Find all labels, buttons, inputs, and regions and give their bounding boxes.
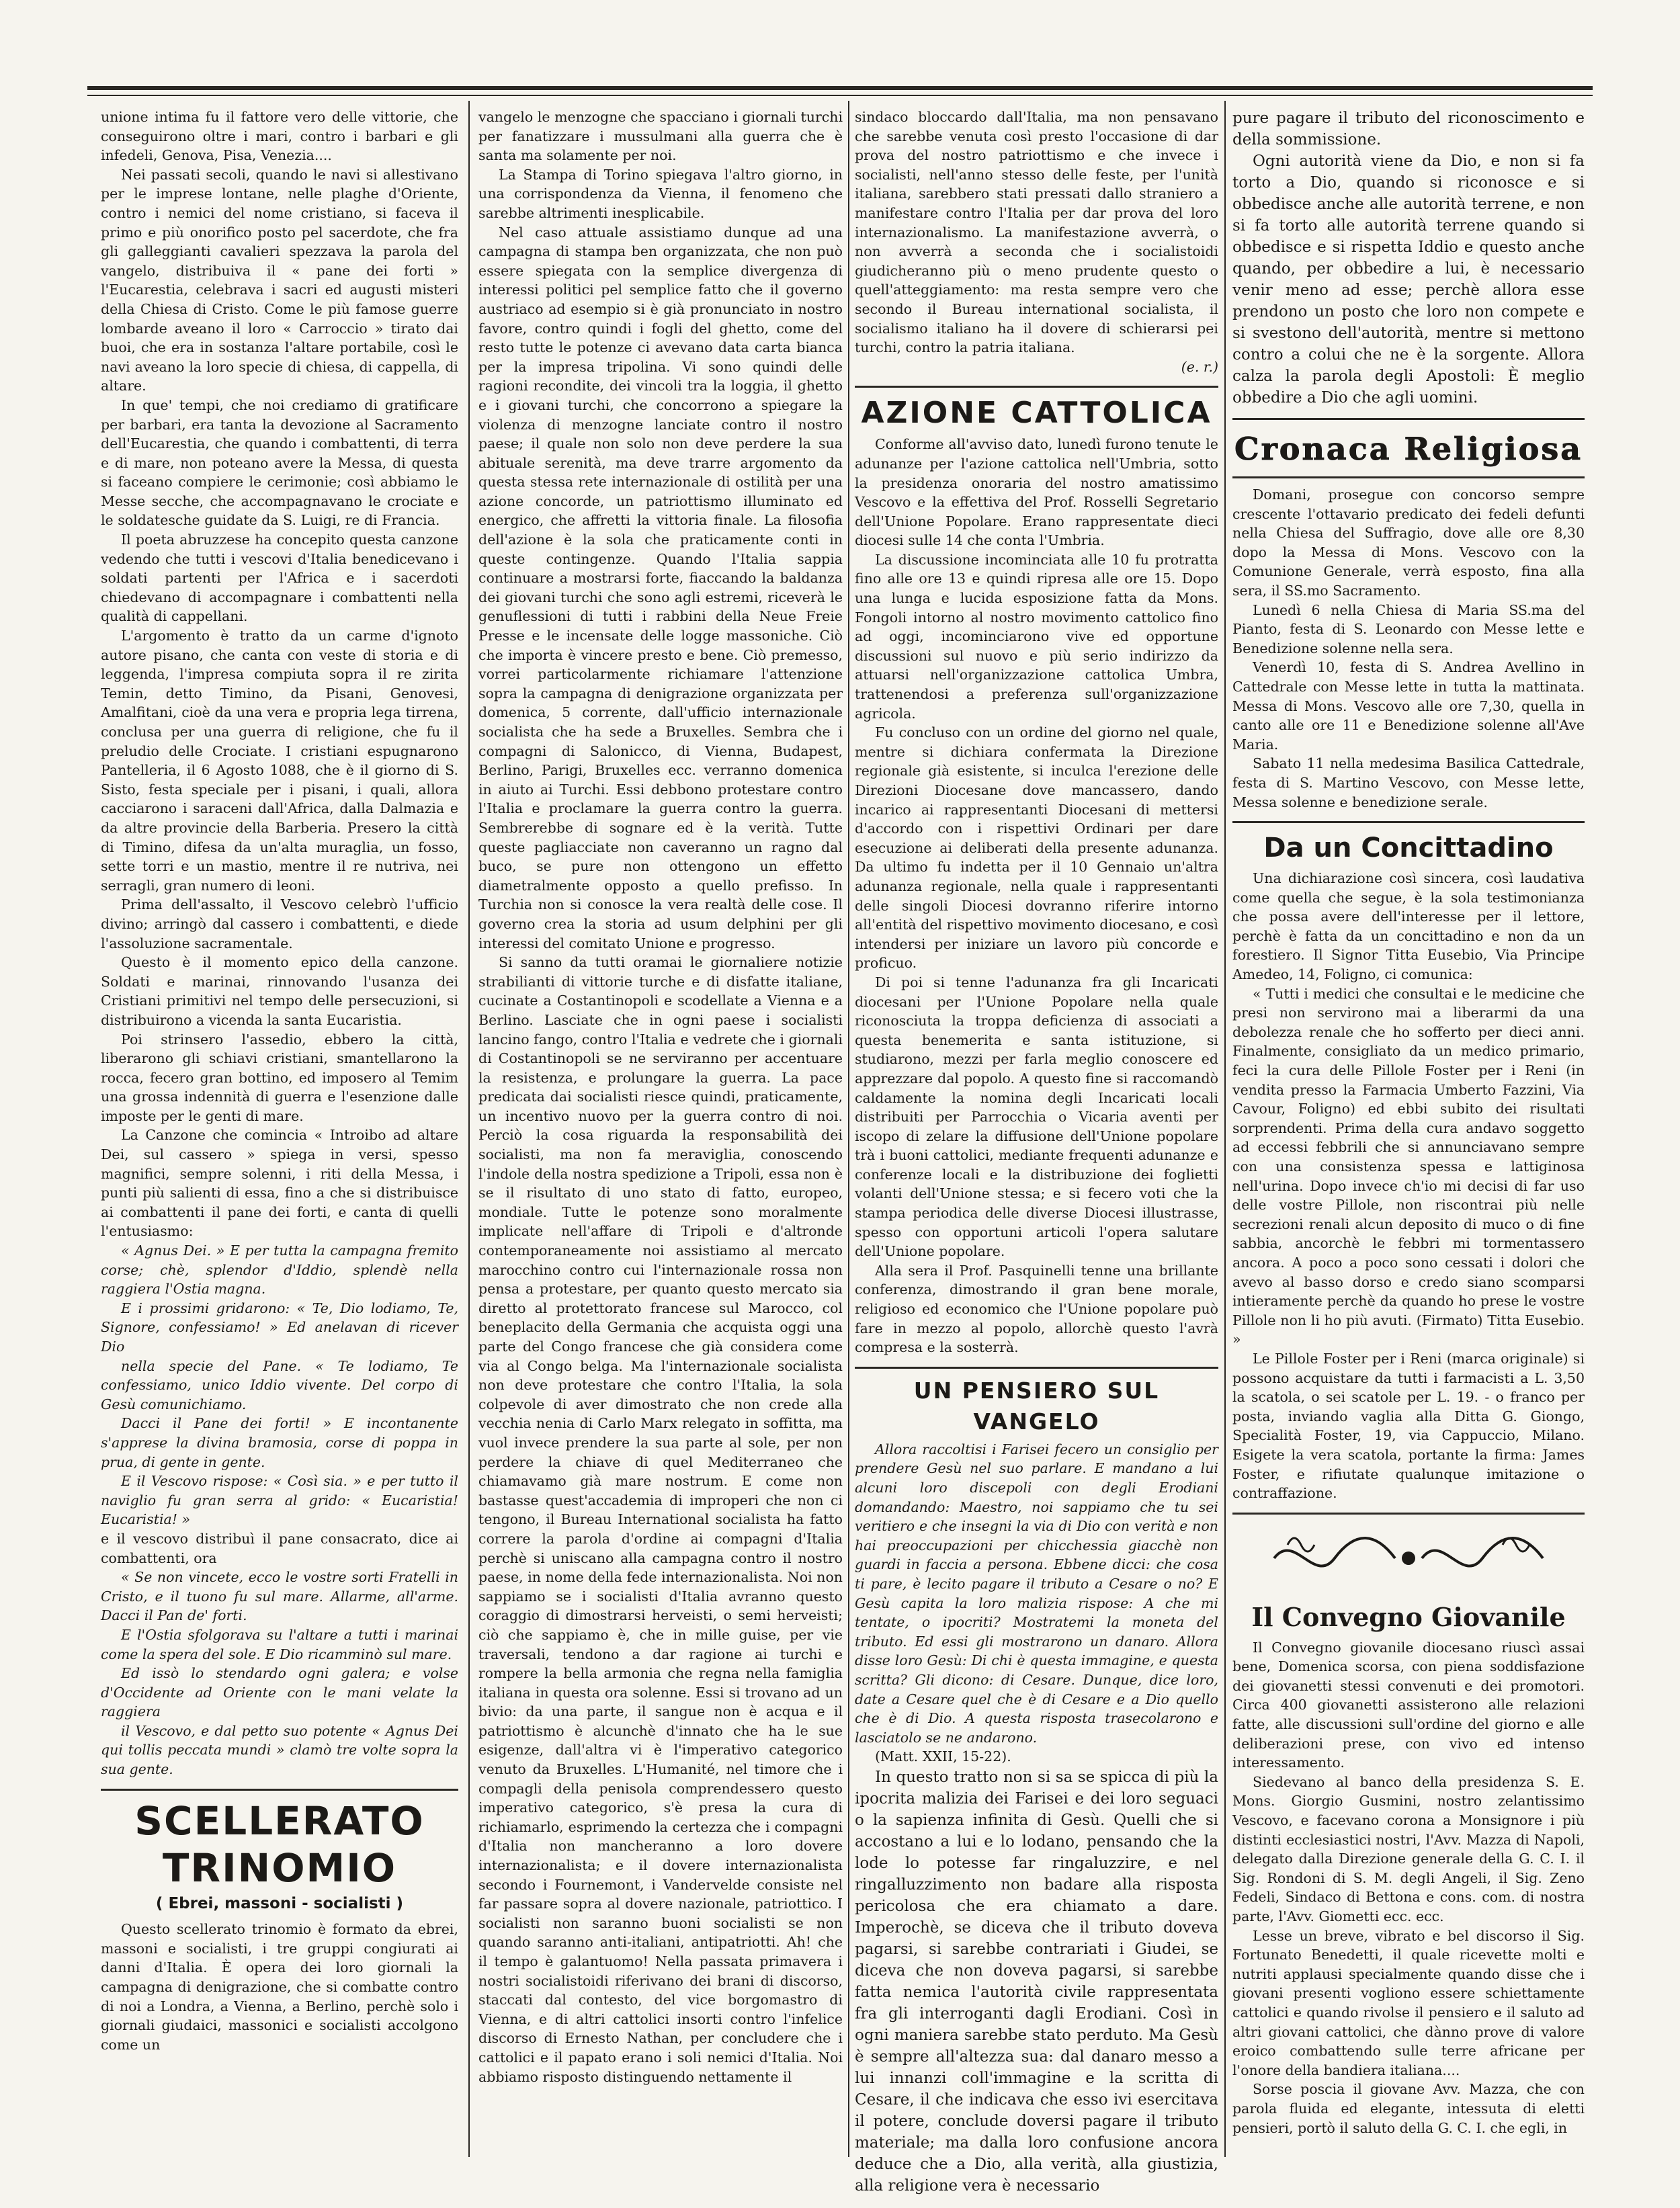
verse: E il Vescovo rispose: « Così sia. » e per tutto il naviglio fu gran serra al grido: « Eucaristia! Eucaristia! » xyxy=(101,1473,458,1528)
section-rule xyxy=(855,386,1218,388)
paragraph: Questo è il momento epico della canzone. Soldati e marinai, rinnovando l'usanza dei Cristiani primitivi nel tempo delle persecuzioni, si distribuirono a vicenda la santa Eucaristia. xyxy=(101,954,458,1028)
column-3 xyxy=(855,108,1218,2195)
paragraph: unione intima fu il fattore vero delle vittorie, che conseguirono oltre i mari, contro i barbari e gli infedeli, Genova, Pisa, Venezia.... xyxy=(101,109,458,164)
paragraph: Sorse poscia il giovane Avv. Mazza, che con parola fluida ed elegante, intessuta di eletti pensieri, portò il saluto della G. C. I. che egli, in xyxy=(1232,2081,1585,2136)
paragraph: La Stampa di Torino spiegava l'altro giorno, in una corrispondenza da Vienna, il fenomeno che sarebbe altrimenti inesplicabile. xyxy=(478,166,843,221)
paragraph: Il poeta abruzzese ha concepito questa canzone vedendo che tutti i vescovi d'Italia benedicevano i soldati partenti per l'Africa e i sacerdoti chiedevano di accompagnare i combattenti nella qualità di cappellani. xyxy=(101,532,458,625)
paragraph: Di poi si tenne l'adunanza fra gli Incaricati diocesani per l'Unione Popolare nella quale riconosciuta la troppa deficienza di associati a questa benemerita e santa istituzione, si studiarono, mezzi per farla meglio conoscere ed apprezzare dal popolo. A questo fine si raccomandò caldamente la nomina degli Incaricati locali distribuiti per Parrocchia o Vicaria aventi per iscopo di zelare la diffusione dell'Unione popolare trà i buoni cattolici, mediante frequenti adunanze e conferenze locali e la distribuzione dei foglietti volanti dell'Unione stessa; e si fecero voti che la stampa periodica delle diverse Diocesi illustrasse, spesso con opportuni articoli l'opera salutare dell'Unione popolare. xyxy=(855,974,1218,1260)
verse: Ed issò lo stendardo ogni galera; e volse d'Occidente ad Oriente con le mani velate la raggiera xyxy=(101,1665,458,1720)
paragraph: Il Convegno giovanile diocesano riuscì assai bene, Domenica scorsa, con piena soddisfazione dei giovanetti stessi convenuti e dei promotori. Circa 400 giovanetti assisterono alle relazioni fatte, alle discussioni sull'ordine del giorno e alle deliberazioni prese, con vivo ed intenso interessamento. xyxy=(1232,1639,1585,1771)
paragraph: sindaco bloccardo dall'Italia, ma non pensavano che sarebbe venuta così presto l'occasione di dar prova del nostro patriottismo e che invece i socialisti, nell'anno stesso delle feste, per l'unità italiana, sarebbero stati pressati dallo straniero a manifestare contro l'Italia per dar prova del loro internazionalismo. La manifestazione avverrà, o non avverrà a seconda che i socialistoidi giudicheranno più o meno prudente questo o quell'atteggiamento: ma resta sempre vero che secondo il Bureau international socialista, il socialismo italiano ha il dovere di schierarsi pei turchi, contro la patria italiana. xyxy=(855,109,1218,356)
convegno-headline: Il Convegno Giovanile xyxy=(1251,1601,1566,1632)
paragraph: In que' tempi, che noi crediamo di gratificare per barbari, era tanta la devozione al Sacramento dell'Eucarestia, che quando i combattenti, di terra e di mare, non poteano avere la Messa, di questa si faceano compiere le cerimonie; così abbiamo le Messe secche, che accompagnavano le crociate e le soldatesche guidate da S. Luigi, re di Francia. xyxy=(101,396,458,529)
paragraph: Venerdì 10, festa di S. Andrea Avellino in Cattedrale con Messe lette in tutta la mattinata. Messa di Mons. Vescovo alle ore 7,30, quella in canto alle ore 11 e Benedizione solenne all'Ave Maria. xyxy=(1232,659,1585,753)
paragraph: La Canzone che comincia « Introibo ad altare Dei, sul cassero » spiega in versi, spesso magnifici, sempre solenni, i riti della Messa, i punti più salienti di essa, fino a che si distribuisce ai combattenti il pane dei forti, e canta di quelli l'entusiasmo: xyxy=(101,1127,458,1240)
gospel-quote: Allora raccoltisi i Farisei fecero un consiglio per prendere Gesù nel suo parlare. E mandano a lui alcuni loro discepoli con degli Erodiani domandando: Maestro, noi sappiamo che tu sei veritiero e che insegni la via di Dio con verità e non hai preoccupazioni per chicchessia giacchè non guardi in faccia a persona. Ebbene dicci: che cosa ti pare, è lecito pagare il tributo a Cesare o no? E Gesù capita la loro malizia rispose: A che mi tentate, o ipocriti? Mostratemi la moneta del tributo. Ed essi gli mostrarono un danaro. Allora disse loro Gesù: Di chi è questa immagine, e questa scritta? Gli dicono: di Cesare. Dunque, dice loro, date a Cesare quel che è di Cesare e a Dio quello che è di Dio. A questa risposta trasecolarono e lasciatolo se ne andarono. xyxy=(855,1441,1218,1746)
column-divider xyxy=(848,101,849,2157)
verse: nella specie del Pane. « Te lodiamo, Te confessiamo, unico Iddio vivente. Del corpo di Gesù comunichiamo. xyxy=(101,1357,458,1412)
verse: Dacci il Pane dei forti! » E incontanente s'apprese la divina bramosia, corse di poppa in prua, di gente in gente. xyxy=(101,1415,458,1470)
paragraph: Una dichiarazione così sincera, così laudativa come quella che segue, è la sola testimonianza che possa avere dell'interesse per il lettore, perchè è fatta da un concittadino e non da un forestiero. Il Signor Titta Eusebio, Via Principe Amedeo, 14, Foligno, ci comunica: xyxy=(1232,870,1585,983)
paragraph: Alla sera il Prof. Pasquinelli tenne una brillante conferenza, dimostrando il gran bene morale, religioso ed economico che l'Unione popolare può fare in mezzo al popolo, allorchè questo l'avrà compresa e la sosterrà. xyxy=(855,1262,1218,1356)
top-rule xyxy=(87,86,1593,90)
column-4 xyxy=(1232,108,1585,2150)
paragraph: Nei passati secoli, quando le navi si allestivano per le imprese lontane, nelle plaghe d'Oriente, contro i nemici del nome cristiano, si faceva il primo e più onorifico posto pel sacerdote, che fra gli galleggianti cavalieri spezzava la parola del vangelo, distribuiva il « pane dei forti » l'Eucarestia, celebrava i sacri ed augusti misteri della Chiesa di Cristo. Come le più famose guerre lombarde aveano il loro « Carroccio » tirato dai buoi, che era in sostanza l'altare portabile, così le navi aveano la loro specie di chiesa, di cappella, di altare. xyxy=(101,166,458,394)
column-divider xyxy=(1224,101,1226,2157)
paragraph: L'argomento è tratto da un carme d'ignoto autore pisano, che canta con veste di storia e di leggenda, l'impresa compiuta sopra il re zirita Temin, detto Timino, da Pisani, Genovesi, Amalfitani, cioè da una vera e propria lega tirrena, conclusa per una guerra di religione, che fu il preludio delle Crociate. I cristiani espugnarono Pantelleria, il 6 Agosto 1088, che è il giorno di S. Sisto, festa speciale per i pisani, i quali, allora cacciarono i saraceni dall'Africa, dalla Dalmazia e da altre provincie della Barberia. Presero la città di Timino, difesa da un'alta muraglia, un fosso, sette torri e un mastio, mentre il re nutriva, nei serragli, gran numero di leoni. xyxy=(101,628,458,894)
verse: « Se non vincete, ecco le vostre sorti Fratelli in Cristo, e il tuono fu sul mare. Allarme, all'arme. Dacci il Pan de' forti. xyxy=(101,1569,458,1624)
paragraph: Si sanno da tutti oramai le giornaliere notizie strabilianti di vittorie turche e di disfatte italiane, cucinate a Costantinopoli e scodellate a Vienna e a Berlino. Lasciate che in ogni paese i socialisti lancino fango, contro l'Italia e vedrete che i giornali di Costantinopoli se ne serviranno per accentuare la resistenza, e prolungare la guerra. La pace predicata dai socialisti riesce quindi, praticamente, un incentivo nuovo per la guerra contro di noi. Perciò la cosa riguarda la responsabilità dei socialisti, ma non fa meraviglia, conoscendo l'indole della nostra spedizione a Tripoli, essa non è se il risultato di uno stato di fatto, europeo, mondiale. Tutte le potenze sono moralmente implicate nell'affare di Tripoli e d'altronde contemporaneamente noi assistiamo al mercato marocchino contro cui l'internazionale rossa non pensa a protestare, per quanto questo mercato sia diretto al protettorato francese sul Marocco, col beneplacito della Germania che acquista oggi una parte del Congo francese che già considera come via al Congo belga. Ma l'internazionale socialista non deve protestare che contro l'Italia, la sola colpevole di aver dimostrato che non crede alla vecchia nenia di Carlo Marx relegato in soffitta, ma vuol invece prendere la sua parte al sole, per non perdere la chiave di quel Mediterraneo che chiamavamo già mare nostrum. E come non bastasse quest'accademia di improperi che non ci tengono, il Bureau International socialista ha fatto correre la parola d'ordine ai compagni d'Italia perchè si uniscano alla campagna contro il nostro paese, in nome della fede internazionalista. Noi non sappiamo se i socialisti d'Italia avranno questo coraggio di dimostrarsi herveisti, o semi herveisti; ciò che sappiamo è, che in mille guise, per vie traversali, tendono a dar ragione ai turchi e rompere la bella armonia che regna nella famiglia italiana in questa ora solenne. Essi si trovano ad un bivio: da una parte, il sangue non è acqua e il patriottismo è alcunchè d'innato che ha le sue esigenze, dall'altra vi è l'imperativo categorico venuto da Bruxelles. L'Humanité, nel timore che i compagli della penisola comprendessero questo imperativo categorico, s'è presa la cura di richiamarlo, esprimendo la certezza che i compagni d'Italia non mancheranno a loro dovere internazionalista; e il dovere internazionalista secondo i Fournemont, i Vandervelde consiste nel far passare sopra al dovere nazionale, patriottico. I socialisti non saranno buoni socialisti se non quando saranno anti-italiani, antipatriotti. Ah! che il tempo è galantuomo! Nella passata primavera i nostri socialistoidi riferivano dei brani di discorso, staccati dal contesto, del vice borgomastro di Vienna, e di altri cattolici insorti contro l'infelice discorso di Ernesto Nathan, per concludere che i cattolici e il papato erano i soli nemici d'Italia. Noi abbiamo risposto distinguendo nettamente il xyxy=(478,954,843,2085)
paragraph: pure pagare il tributo del riconoscimento e della sommissione. xyxy=(1232,110,1585,148)
column-divider xyxy=(468,101,470,2157)
gioventu-ornament xyxy=(1232,1521,1585,1595)
section-rule xyxy=(101,1789,458,1791)
paragraph: « Tutti i medici che consultai e le medicine che presi non servirono mai a liberarmi da una debolezza renale che ho sofferto per dieci anni. Finalmente, consigliato da un medico primario, feci la cura delle Pillole Foster per i Reni (in vendita presso la Farmacia Umberto Fazzini, Via Cavour, Foligno) ed ebbi subito dei risultati sorprendenti. Prima della cura andavo soggetto ad eccessi febbrili che si annunciavano sempre con una consistenza spessa e lattiginosa nell'urina. Dopo invece ch'io mi decisi di far uso delle vostre Pillole, non riscontrai più nelle secrezioni renali alcun deposito di muco o di fine sabbia, ancorchè le febbri mi tormentassero ancora. A poco a poco sono cessati i dolori che avevo al basso dorso e credo siano scomparsi intieramente perchè da quando ho prese le vostre Pillole non li ho più avuti. (Firmato) Titta Eusebio. » xyxy=(1232,985,1585,1348)
paragraph: vangelo le menzogne che spacciano i giornali turchi per fanatizzare i mussulmani alla guerra che è santa ma solamente per noi. xyxy=(478,109,843,164)
paragraph: e il vescovo distribuì il pane consacrato, dice ai combattenti, ora xyxy=(101,1530,458,1566)
pensiero-headline: UN PENSIERO SUL VANGELO xyxy=(913,1377,1160,1435)
ornament-icon xyxy=(1267,1525,1550,1592)
paragraph: Poi strinsero l'assedio, ebbero la città, liberarono gli schiavi cristiani, smantellarono la rocca, fecero gran bottino, ed imposero al Temim una grossa indennità di guerra e l'esenzione dalle imposte per le genti di mare. xyxy=(101,1031,458,1124)
cronaca-headline: Cronaca Religiosa xyxy=(1234,431,1583,467)
scellerato-headline: SCELLERATO TRINOMIO xyxy=(134,1797,425,1891)
gospel-reference: (Matt. XXII, 15-22). xyxy=(875,1748,1011,1765)
paragraph: Ogni autorità viene da Dio, e non si fa torto a Dio, quando si riconosce e si obbedisce anche alle autorità terrene, e non si fa torto alle autorità terrene quando si obbedisce e si rispetta Iddio e questo anche quando, per obbedire a lui, è necessario venir meno ad esse; perchè allora esse prendono un posto che loro non compete e si svestono dell'autorità, mentre si mettono contro a colui che ne è la sorgente. Allora calza la parola degli Apostoli: È meglio obbedire a Dio che agli uomini. xyxy=(1232,153,1585,407)
paragraph: In questo tratto non si sa se spicca di più la ipocrita malizia dei Farisei e dei loro seguaci o la sapienza infinita di Gesù. Quelli che si accostano a lui e lo lodano, pensando che la lode lo potesse far ringaluzzire, e nel ringalluzzimento non badare alla risposta pericolosa che era chiamato a dare. Imperochè, se diceva che il tributo doveva pagarsi, si sarebbe contrariati i Giudei, se diceva che non doveva pagarsi, si sarebbe fatta nemica l'autorità civile rappresentata fra gli interroganti dagli Erodiani. Così in ogni maniera sarebbe stato perduto. Ma Gesù è sempre all'altezza sua: dal danaro messo a lui innanzi coll'immagine e la scritta di Cesare, il che indicava che esso ivi esercitava il potere, conclude doversi pagare il tributo materiale; ma dalla loro confusione ancora deduce che a Dio, alla verità, alla giustizia, alla religione vera è necessario xyxy=(855,1768,1218,2195)
paragraph: Fu concluso con un ordine del giorno nel quale, mentre si dichiara confermata la Direzione regionale già esistente, si inculca l'erezione delle Direzioni Diocesane dove mancassero, dando incarico ai rappresentanti Diocesani di mettersi d'accordo con i rispettivi Ordinari per dare esecuzione ai deliberati della presente adunanza. Da ultimo fu indetta per il 10 Gennaio un'altra adunanza regionale, nella quale i rappresentanti delle singoli Diocesi dovranno riferire intorno all'entità del rispettivo movimento diocesano, e così intendersi per iniziare un lavoro più concorde e proficuo. xyxy=(855,724,1218,972)
paragraph: Domani, prosegue con concorso sempre crescente l'ottavario predicato dei fedeli defunti nella Chiesa del Suffragio, dove alle ore 8,30 dopo la Messa di Mons. Vescovo con la Comunione Generale, verrà esposto, fina alla sera, il SS.mo Sacramento. xyxy=(1232,486,1585,599)
verse: il Vescovo, e dal petto suo potente « Agnus Dei qui tollis peccata mundi » clamò tre volte sopra la sua gente. xyxy=(101,1722,458,1778)
section-rule xyxy=(1232,1513,1585,1515)
column-2 xyxy=(478,108,843,2150)
paragraph: Questo scellerato trinomio è formato da ebrei, massoni e socialisti, i tre gruppi congiurati ai danni d'Italia. È opera dei loro giornali la campagna di denigrazione, che si combatte contro di noi a Londra, a Vienna, a Berlino, perchè solo i giornali giudaici, massonici e socialisti accolgono come un xyxy=(101,1921,458,2053)
paragraph: Le Pillole Foster per i Reni (marca originale) si possono acquistare da tutti i farmacisti a L. 3,50 la scatola, o sei scatole per L. 19. - o franco per posta, inviando vaglia alla Ditta G. Giongo, Specialità Foster, 19, via Cappuccio, Milano. Esigete la vera scatola, portante la firma: James Foster, e rifiutate qualunque imitazione o contraffazione. xyxy=(1232,1350,1585,1502)
signature: (e. r.) xyxy=(1181,358,1218,375)
paragraph: Lunedì 6 nella Chiesa di Maria SS.ma del Pianto, festa di S. Leonardo con Messe lette e Benedizione solenne nella sera. xyxy=(1232,601,1585,656)
paragraph: Nel caso attuale assistiamo dunque ad una campagna di stampa ben organizzata, che non può essere spiegata con la semplice divergenza di interessi politici pel semplice fatto che il governo austriaco ad esempio si è già pronunciato in nostro favore, contro quindi i fogli del ghetto, come del resto tutte le potenze ci avevano data carta bianca per la impresa tripolina. Vi sono quindi delle ragioni recondite, dei vincoli tra la loggia, il ghetto e i giovani turchi, che concorrono a spiegare la violenza di menzogne lanciate contro il nostro paese; il quale non solo non deve perdere la sua abituale serenità, ma deve trarre argomento da questa stessa rete internazionale di ostilità per una azione concorde, un patriottismo illuminato ed energico, che affretti la vittoria finale. La filosofia dell'azione è la sola che praticamente conti in queste contingenze. Quando l'Italia sappia continuare a mostrarsi forte, fiaccando la baldanza dei giovani turchi che sono agli estremi, riceverà le genuflessioni di tutti i rabbini della Neue Freie Presse e le incensate delle logge massoniche. Ciò che importa è vincere presto e bene. Ciò premesso, vorrei particolarmente richiamare l'attenzione sopra la campagna di denigrazione organizzata per domenica, 5 corrente, dall'ufficio internazionale socialista che ha sede a Bruxelles. Sembra che i compagni di Salonicco, di Vienna, Budapest, Berlino, Parigi, Bruxelles ecc. verranno domenica in aiuto ai Turchi. Essi debbono protestare contro l'Italia e proclamare la guerra contro la guerra. Sembrerebbe di sognare ed è la verità. Tutte queste pagliacciate non caveranno un ragno dal buco, se pure non ottengono un effetto diametralmente opposto a quello prefisso. In Turchia non si conosce la vera realtà delle cose. Il governo crea la storia ad usum delphini per gli interessi del comitato Unione e progresso. xyxy=(478,224,843,951)
paragraph: La discussione incominciata alle 10 fu protratta fino alle ore 13 e quindi ripresa alle ore 15. Dopo una lunga e lucida esposizione fatta da Mons. Fongoli intorno al nostro movimento cattolico fino ad oggi, incominciarono vive ed opportune discussioni sul nuovo e più serio indirizzo da attuarsi nell'organizzazione cattolica Umbra, trattenendosi a preferenza sull'organizzazione agricola. xyxy=(855,551,1218,722)
paragraph: Conforme all'avviso dato, lunedì furono tenute le adunanze per l'azione cattolica nell'Umbria, sotto la presidenza onoraria del nostro amatissimo Vescovo e la effettiva del Prof. Rosselli Segretario dell'Unione Popolare. Erano rappresentate dieci diocesi sulle 14 che conta l'Umbria. xyxy=(855,436,1218,549)
paragraph: Sabato 11 nella medesima Basilica Cattedrale, festa di S. Martino Vescovo, con Messe lette, Messa solenne e benedizione serale. xyxy=(1232,755,1585,810)
paragraph: Prima dell'assalto, il Vescovo celebrò l'ufficio divino; arringò dal cassero i combattenti, e diede l'assoluzione sacramentale. xyxy=(101,896,458,951)
column-1 xyxy=(101,108,458,2150)
verse: E l'Ostia sfolgorava su l'altare a tutti i marinai come la spera del sole. E Dio ricamminò sul mare. xyxy=(101,1626,458,1662)
section-rule xyxy=(855,1367,1218,1369)
verse: « Agnus Dei. » E per tutta la campagna fremito corse; chè, splendor d'Iddio, splendè nella raggiera l'Ostia magna. xyxy=(101,1242,458,1298)
top-rule-thin xyxy=(87,95,1593,96)
azione-headline: AZIONE CATTOLICA xyxy=(861,396,1212,431)
concittadino-headline: Da un Concittadino xyxy=(1263,833,1554,864)
scellerato-subtitle: ( Ebrei, massoni - socialisti ) xyxy=(155,1894,404,1912)
paragraph: Siedevano al banco della presidenza S. E. Mons. Giorgio Gusmini, nostro zelantissimo Vescovo, e facevano corona a Monsignore i più distinti ecclesiastici nostri, l'Avv. Mazza di Napoli, delegato dalla Direzione generale della G. C. I. il Sig. Rondoni di S. M. degli Angeli, il Sig. Zeno Fedeli, Sindaco di Bettona e cons. com. di nostra parte, l'Avv. Giometti ecc. ecc. xyxy=(1232,1773,1585,1924)
verse: E i prossimi gridarono: « Te, Dio lodiamo, Te, Signore, confessiamo! » Ed anelavan di ricever Dio xyxy=(101,1300,458,1355)
section-rule xyxy=(1232,821,1585,823)
paragraph: Lesse un breve, vibrato e bel discorso il Sig. Fortunato Benedetti, il quale ricevette molti e nutriti applausi specialmente quando disse che i giovani presenti vogliono essere schiettamente cattolici e quando rivolse il pensiero e il saluto ad altri giovani cattolici, che dànno prove di valore eroico combattendo sulle terre africane per l'onore della bandiera italiana.... xyxy=(1232,1927,1585,2078)
cronaca-header-box xyxy=(1232,418,1585,478)
